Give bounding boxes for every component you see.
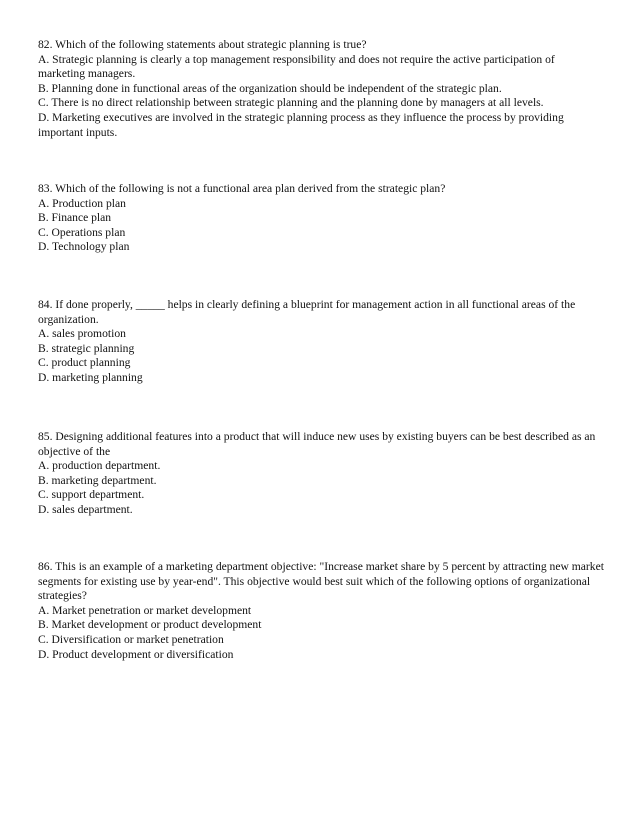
question-83 — [38, 182, 604, 255]
question-text: 82. Which of the following statements about strategic planning is true? — [38, 38, 367, 51]
answer-option-c: C. support department. — [38, 488, 145, 502]
answer-option-c: C. There is no direct relationship between strategic planning and the planning done by managers at all levels. — [38, 96, 544, 110]
answer-option-d: D. Technology plan — [38, 240, 130, 254]
answer-option-d: D. sales department. — [38, 502, 133, 516]
question-text: 85. Designing additional features into a product that will induce new uses by existing buyers can be best described as an objective of the — [38, 430, 596, 458]
answer-option-d: D. Marketing executives are involved in the strategic planning process as they influence the process by providing important inputs. — [38, 110, 564, 139]
answer-option-c: C. product planning — [38, 356, 131, 370]
answer-option-b: B. strategic planning — [38, 341, 135, 355]
answer-option-c: C. Operations plan — [38, 225, 126, 239]
question-86 — [38, 560, 604, 662]
question-84 — [38, 298, 604, 386]
answer-option-b: B. Market development or product development — [38, 618, 262, 632]
answer-option-b: B. Planning done in functional areas of the organization should be independent of the strategic plan. — [38, 81, 502, 95]
question-82 — [38, 38, 604, 140]
answer-option-a: A. Market penetration or market development — [38, 603, 252, 617]
question-text: 84. If done properly, _____ helps in clearly defining a blueprint for management action in all functional areas of the organization. — [38, 298, 576, 326]
answer-option-a: A. sales promotion — [38, 327, 126, 341]
question-text: 83. Which of the following is not a functional area plan derived from the strategic plan? — [38, 182, 446, 195]
answer-option-b: B. Finance plan — [38, 211, 112, 225]
question-85 — [38, 430, 604, 518]
answer-option-a: A. Strategic planning is clearly a top management responsibility and does not require the active participation of marketing managers. — [38, 52, 555, 81]
answer-option-c: C. Diversification or market penetration — [38, 632, 224, 646]
answer-option-b: B. marketing department. — [38, 473, 157, 487]
answer-option-a: A. Production plan — [38, 196, 126, 210]
answer-option-d: D. marketing planning — [38, 370, 143, 384]
answer-option-d: D. Product development or diversification — [38, 647, 234, 661]
question-text: 86. This is an example of a marketing department objective: "Increase market share by 5 percent by attracting new market segments for existing use by year-end". This objective would best suit which of the following options of organizational strategies? — [38, 560, 604, 603]
answer-option-a: A. production department. — [38, 459, 161, 473]
